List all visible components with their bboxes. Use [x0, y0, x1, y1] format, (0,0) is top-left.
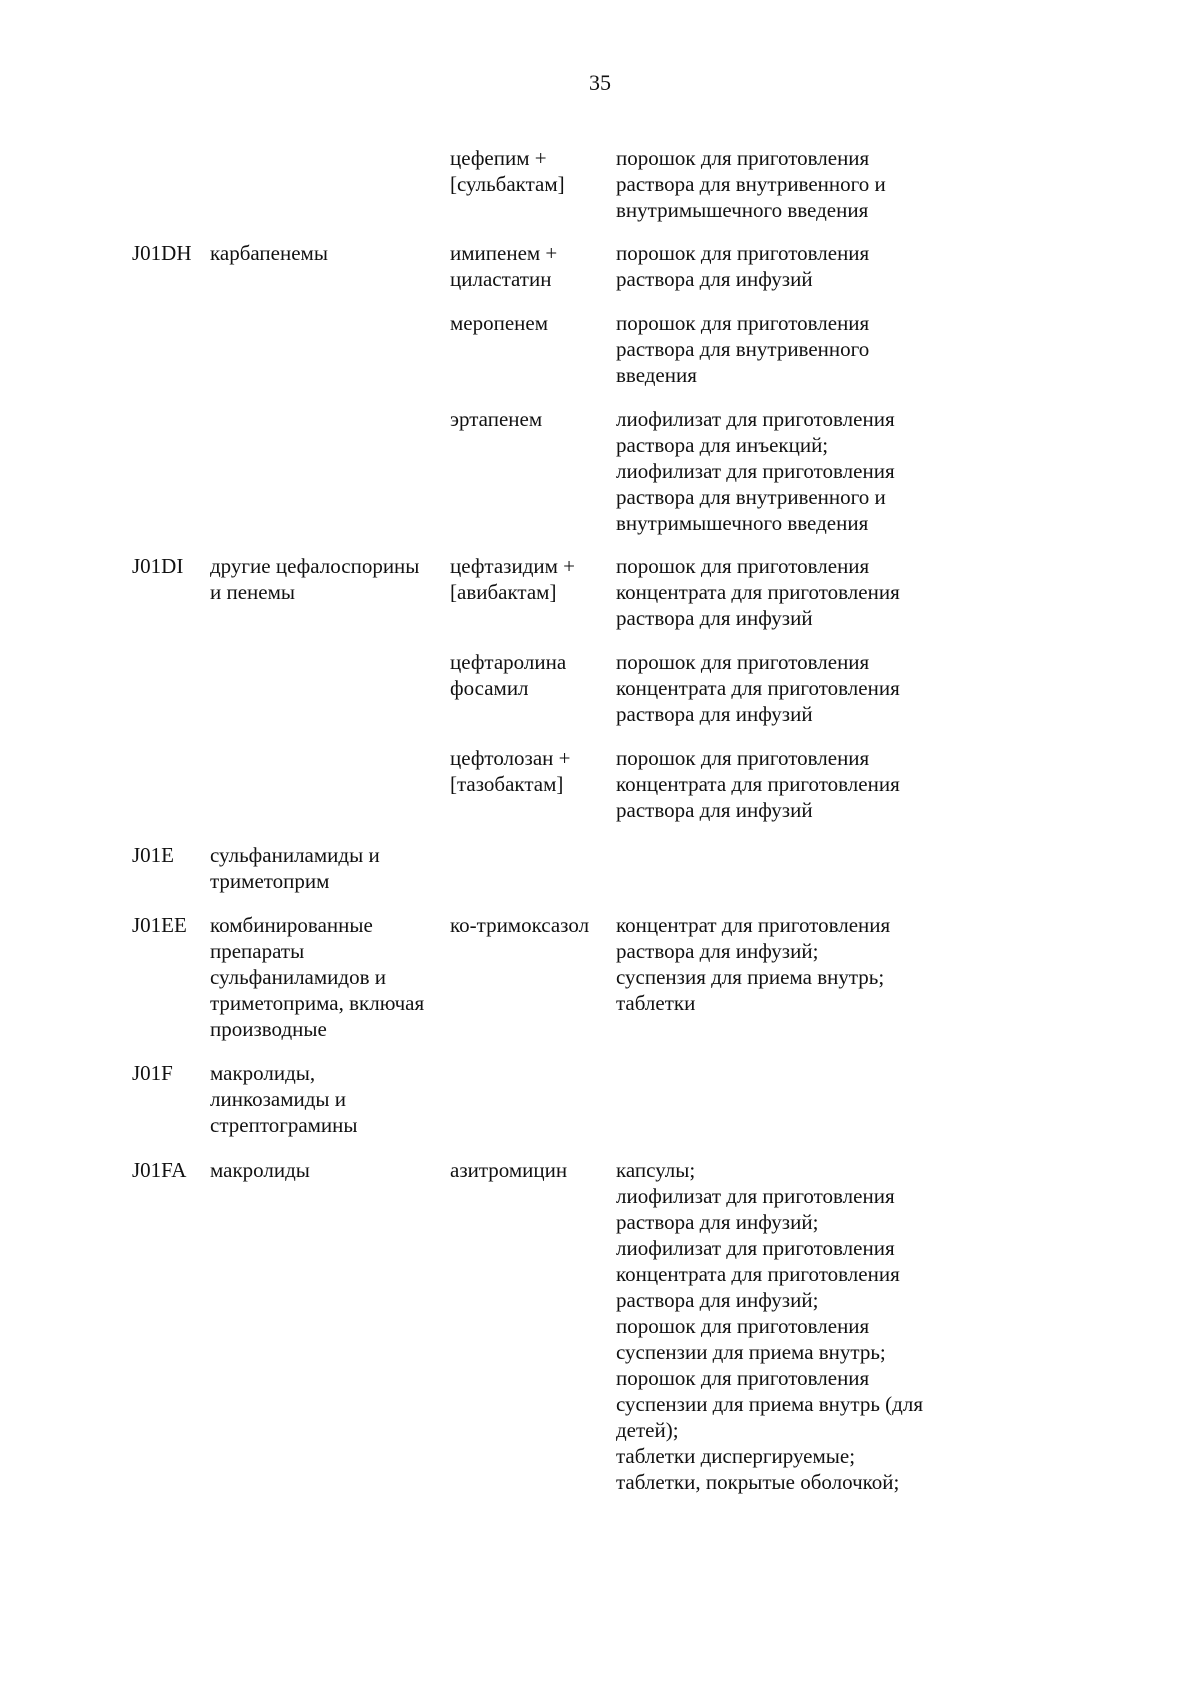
dosage-form: порошок для приготовления раствора для инфузий — [616, 241, 870, 291]
drug-name: азитромицин — [450, 1158, 568, 1182]
atc-code: J01E — [132, 843, 174, 867]
drug-name: цефепим + [сульбактам] — [450, 146, 565, 196]
drug-name: цефтолозан + [тазобактам] — [450, 746, 571, 796]
atc-code: J01F — [132, 1061, 173, 1085]
drug-name: меропенем — [450, 311, 549, 335]
drug-name: цефтаролина фосамил — [450, 650, 567, 700]
table-row — [0, 1060, 1200, 1157]
table-row — [0, 240, 1200, 310]
table-row — [0, 745, 1200, 842]
dosage-form: концентрат для приготовления раствора для инфузий; суспензия для приема внутрь; таблетки — [616, 913, 891, 1015]
table-row — [0, 145, 1200, 240]
atc-code: J01EE — [132, 913, 187, 937]
table-row — [0, 912, 1200, 1060]
group-name: другие цефалоспорины и пенемы — [210, 554, 420, 604]
atc-code: J01DI — [132, 554, 184, 578]
table-row — [0, 842, 1200, 912]
group-name: макролиды, линкозамиды и стрептограмины — [210, 1061, 358, 1137]
dosage-form: порошок для приготовления концентрата для приготовления раствора для инфузий — [616, 650, 900, 726]
drug-name: эртапенем — [450, 407, 543, 431]
dosage-form: лиофилизат для приготовления раствора для инъекций; лиофилизат для приготовления раствора для внутривенного и внутримышечного введения — [616, 407, 895, 535]
table-row — [0, 310, 1200, 406]
dosage-form: порошок для приготовления раствора для внутривенного и внутримышечного введения — [616, 146, 886, 222]
group-name: карбапенемы — [210, 241, 328, 265]
dosage-form: порошок для приготовления концентрата для приготовления раствора для инфузий — [616, 554, 900, 630]
drug-name: имипенем + циластатин — [450, 241, 558, 291]
dosage-form: порошок для приготовления концентрата для приготовления раствора для инфузий — [616, 746, 900, 822]
dosage-form: капсулы; лиофилизат для приготовления раствора для инфузий; лиофилизат для приготовления концентрата для приготовления раствора для инфузий; порошок для приготовления суспензии для приема внутрь; порошок для приготовления суспензии для приема внутрь (для детей); таблетки диспергируемые; таблетки, покрытые оболочкой; — [616, 1158, 924, 1494]
atc-code: J01FA — [132, 1158, 187, 1182]
group-name: макролиды — [210, 1158, 310, 1182]
dosage-form: порошок для приготовления раствора для внутривенного введения — [616, 311, 870, 387]
drug-name: цефтазидим + [авибактам] — [450, 554, 576, 604]
atc-code: J01DH — [132, 241, 192, 265]
group-name: комбинированные препараты сульфаниламидов и триметоприма, включая производные — [210, 913, 425, 1041]
table-row — [0, 553, 1200, 649]
drug-table — [0, 145, 1200, 1497]
page-number: 35 — [589, 70, 611, 95]
drug-name: ко-тримоксазол — [450, 913, 590, 937]
table-row — [0, 406, 1200, 553]
table-row — [0, 649, 1200, 745]
group-name: сульфаниламиды и триметоприм — [210, 843, 380, 893]
table-row — [0, 1157, 1200, 1497]
